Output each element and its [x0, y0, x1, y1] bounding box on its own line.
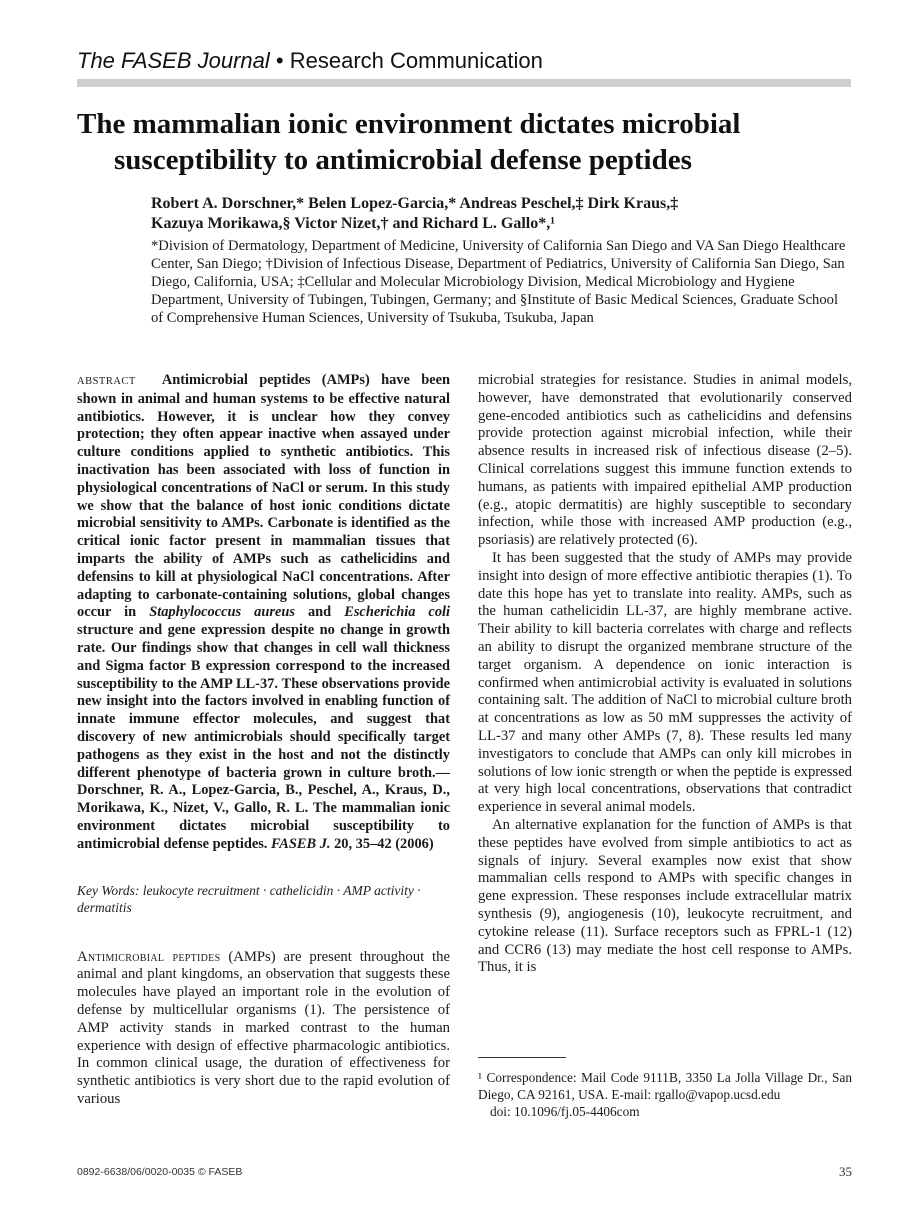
left-column — [77, 372, 450, 1109]
right-paragraph-3: An alternative explanation for the function of AMPs is that these peptides have evolved from simple antibiotics to act as signals of injury. Several examples now exist that show mammalian cells respond to AMPs with specific changes in gene expression. These responses include extracellular matrix synthesis (9), angiogenesis (10), leukocyte recruitment, and cytokine release (11). Surface receptors such as FPRL-1 (12) and CCR6 (13) may mediate the host cell response to AMPs. Thus, it is — [478, 816, 852, 976]
author-list — [151, 194, 851, 234]
right-column — [478, 372, 852, 977]
authors-line-2: Kazuya Morikawa,§ Victor Nizet,† and Richard L. Gallo*,¹ — [151, 215, 556, 232]
journal-header — [77, 47, 857, 75]
species-staph: Staphylococcus aureus — [149, 604, 295, 621]
section-label: Research Communication — [289, 48, 543, 73]
right-paragraph-1: microbial strategies for resistance. Studies in animal models, however, have demonstrated that evolutionarily conserved gene-encoded antibiotics such as cathelicidins and defensins provide protection against microbial infection, while their absence results in increased risk of infectious disease (2–5). Clinical correlations suggest this immune function extends to humans, as patients with impaired epithelial AMP production (e.g., atopic dermatitis) are highly susceptible to secondary infection, while those with increased AMP production (e.g., psoriasis) are relatively protected (6). — [478, 372, 852, 549]
footnote — [478, 1069, 852, 1120]
article-title — [77, 106, 857, 178]
abstract-text-2: structure and gene expression despite no change in growth rate. Our findings show that changes in cell wall thickness and Sigma factor B expression correspond to the increased susceptibility to the AMP LL-37. These observations provide new insight into the factors involved in enabling function of innate immune effector molecules, and suggest that discovery of new antimicrobials should specifically target pathogens as they exist in the host and not the distinctly different phenotype of bacteria grown in culture broth.—Dorschner, R. A., Lopez-Garcia, B., Peschel, A., Kraus, D., Morikawa, K., Nizet, V., Gallo, R. L. The mammalian ionic environment dictates microbial susceptibility to antimicrobial defense peptides. — [77, 622, 450, 852]
abstract-and: and — [294, 604, 345, 621]
abstract-text-1: Antimicrobial peptides (AMPs) have been shown in animal and human systems to be effective natural antibiotics. However, it is unclear how they convey protection; they often appear inactive when assayed under culture conditions applied to synthetic antibiotics. This inactivation has been associated with loss of function in physiological concentrations of NaCl or serum. In this study we show that the balance of host ionic conditions dictate microbial sensitivity to AMPs. Carbonate is identified as the critical ionic factor present in mammalian tissues that imparts the ability of AMPs such as cathelicidins and defensins to kill at physiological NaCl concentrations. After adapting to carbonate-containing solutions, global changes occur in — [77, 372, 450, 621]
doi: doi: 10.1096/fj.05-4406com — [490, 1104, 640, 1119]
correspondence-note: ¹ Correspondence: Mail Code 9111B, 3350 La Jolla Village Dr., San Diego, CA 92161, USA. E-mail: rgallo@vapop.ucsd.edu — [478, 1070, 852, 1102]
page-number: 35 — [839, 1164, 852, 1179]
authors-line-1: Robert A. Dorschner,* Belen Lopez-Garcia,* Andreas Peschel,‡ Dirk Kraus,‡ — [151, 195, 679, 212]
keywords: Key Words: leukocyte recruitment · cathelicidin · AMP activity · dermatitis — [77, 882, 421, 915]
footnote-rule — [478, 1057, 566, 1058]
journal-ref: FASEB J. — [271, 835, 331, 852]
title-line-1: The mammalian ionic environment dictates microbial — [77, 108, 741, 140]
intro-text: (AMPs) are present throughout the animal and plant kingdoms, an observation that suggests these molecules have played an important role in the evolution of defense by multicellular organisms (1). The persistence of AMP activity stands in marked contrast to the human experience with design of effective pharmacologic antibiotics. In common clinical usage, the duration of effectiveness for synthetic antibiotics is very short due to the rapid evolution of various — [77, 948, 450, 1107]
right-paragraph-2: It has been suggested that the study of AMPs may provide insight into design of more effective antibiotic therapies (1). To date this hope has yet to translate into reality. AMPs, such as the human cathelicidin LL-37, are highly membrane active. Their ability to kill bacteria correlates with charge and reflects an ability to disrupt the organized membrane structure of the target organism. A dependence on ionic interaction is confirmed when antimicrobial activity is evaluated in solutions containing salt. The addition of NaCl to microbial culture broth at concentrations as low as 50 mM suppresses the activity of LL-37 and many other AMPs (7, 8). These results led many investigators to conclude that AMPs can only kill microbes in solutions of low ionic strength or when the peptide is expressed at very high local concentrations, observations that contradict experience in several animal models. — [478, 549, 852, 816]
species-ecoli: Escherichia coli — [344, 604, 451, 621]
abstract — [77, 372, 450, 854]
header-rule — [77, 79, 851, 87]
intro-lead: Antimicrobial peptides — [77, 948, 221, 965]
intro-paragraph — [77, 949, 450, 1109]
header-bullet: • — [275, 48, 284, 73]
citation: 20, 35–42 (2006) — [330, 835, 434, 852]
journal-name: The FASEB Journal — [77, 48, 270, 73]
abstract-label: ABSTRACT — [77, 376, 136, 387]
issn-footer: 0892-6638/06/0020-0035 © FASEB — [77, 1166, 243, 1178]
affiliations: *Division of Dermatology, Department of Medicine, University of California San Diego and VA San Diego Healthcare Center, San Diego; †Division of Infectious Disease, Department of Pediatrics, University of California San Diego, San Diego, California, USA; ‡Cellular and Molecular Microbiology Division, Medical Microbiology and Hygiene Department, University of Tubingen, Tubingen, Germany; and §Institute of Basic Medical Sciences, Graduate School of Comprehensive Human Sciences, University of Tsukuba, Tsukuba, Japan — [151, 238, 846, 326]
title-line-2: susceptibility to antimicrobial defense peptides — [114, 144, 692, 176]
